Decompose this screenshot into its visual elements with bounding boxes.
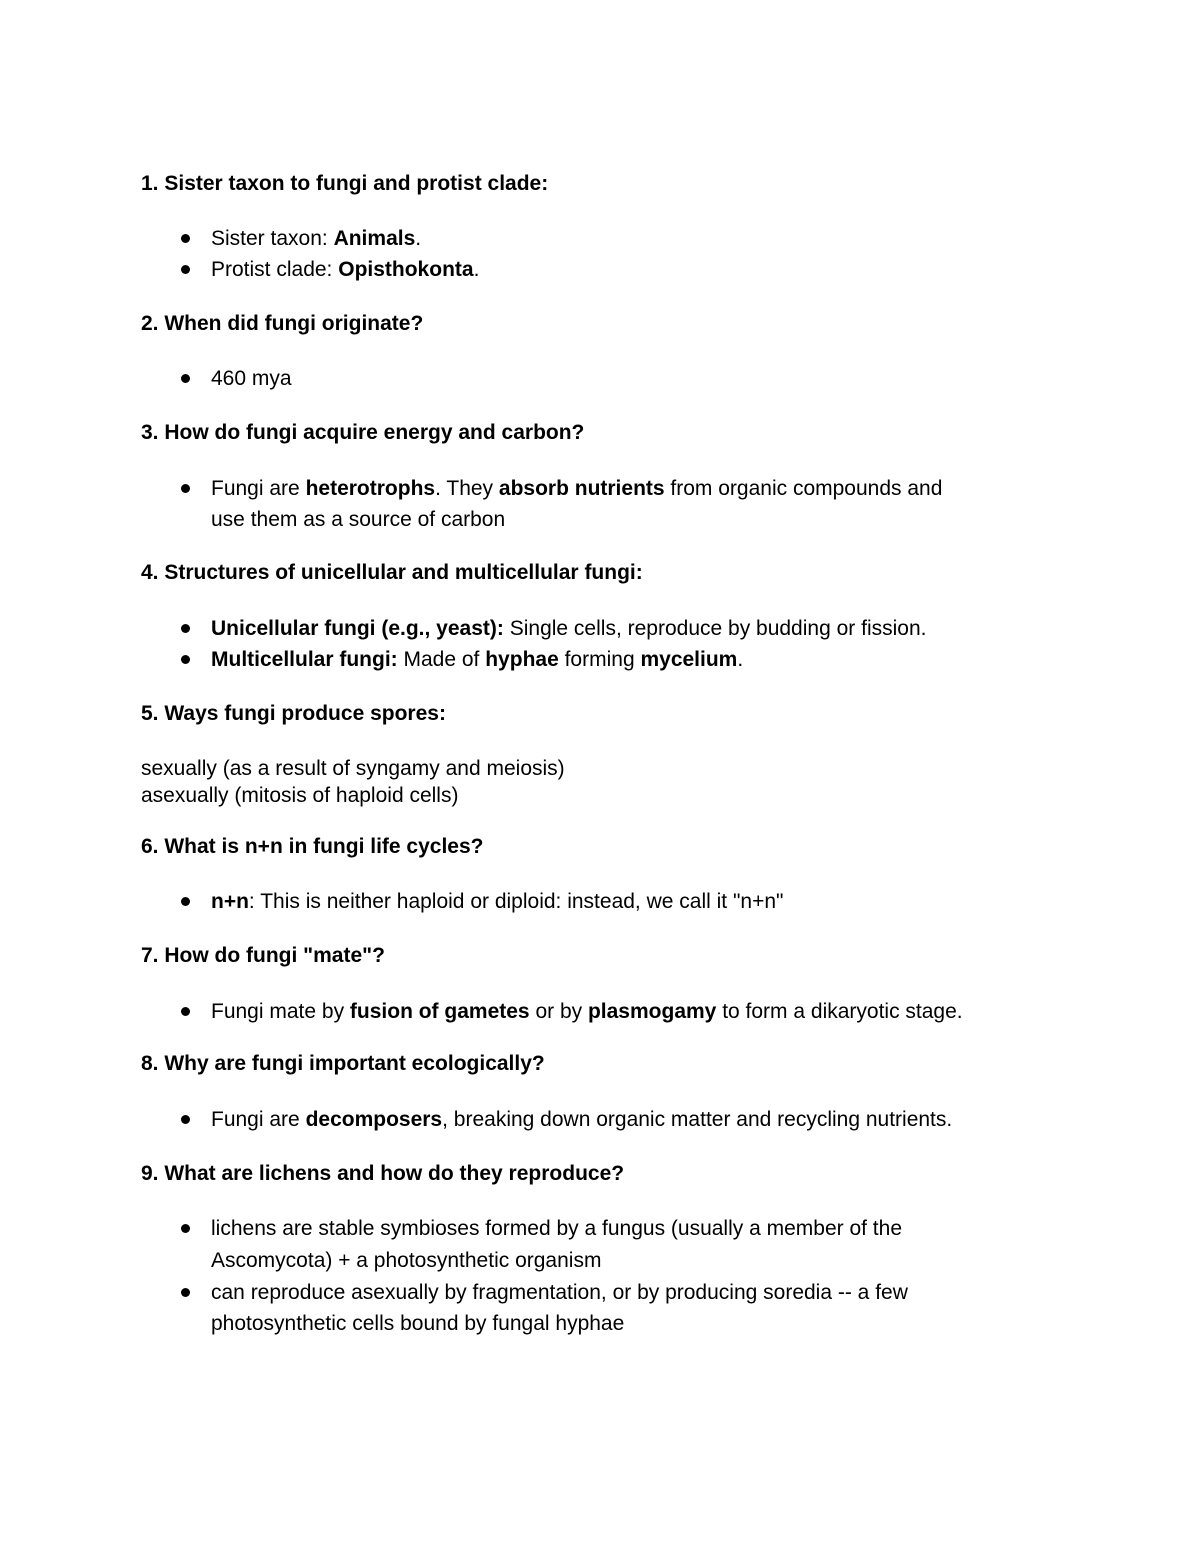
bold-text: Opisthokonta — [338, 258, 474, 281]
text: Single cells, reproduce by budding or fission. — [503, 617, 927, 640]
text: . — [415, 227, 422, 250]
bullet-dot — [181, 484, 190, 493]
text: Fungi are — [211, 477, 306, 500]
bullet-dot — [181, 234, 190, 243]
text: . — [473, 258, 480, 281]
text: , breaking down organic matter and recycling nutrients. — [442, 1108, 953, 1131]
bullet-dot — [181, 897, 190, 906]
bold-text: hyphae — [485, 648, 559, 671]
bold-text: plasmogamy — [587, 1000, 717, 1023]
text: or by — [529, 1000, 588, 1023]
bold-text: Animals — [333, 227, 416, 250]
bold-text: Multicellular fungi: — [211, 648, 398, 671]
bold-text: mycelium — [640, 648, 738, 671]
text: forming — [558, 648, 641, 671]
q9-bullet-1-line-2: Ascomycota) + a photosynthetic organism — [211, 1249, 602, 1272]
question-5-heading: 5. Ways fungi produce spores: — [141, 702, 446, 725]
question-8-heading: 8. Why are fungi important ecologically? — [141, 1052, 545, 1075]
bullet-dot — [181, 374, 190, 383]
q4-bullet-2 — [211, 644, 743, 675]
bold-text: decomposers — [305, 1108, 443, 1131]
q1-bullet-2 — [211, 254, 479, 285]
question-1-heading: 1. Sister taxon to fungi and protist clade: — [141, 172, 549, 195]
bullet-dot — [181, 1007, 190, 1016]
q8-bullet-1 — [211, 1104, 952, 1135]
question-4-heading: 4. Structures of unicellular and multicellular fungi: — [141, 561, 643, 584]
q9-bullet-2: can reproduce asexually by fragmentation, or by producing soredia -- a few — [211, 1281, 908, 1304]
text: Fungi are — [211, 1108, 306, 1131]
bullet-dot — [181, 1115, 190, 1124]
q6-bullet-1 — [211, 886, 784, 917]
bold-text: absorb nutrients — [498, 477, 665, 500]
q9-bullet-2-line-2: photosynthetic cells bound by fungal hyphae — [211, 1312, 625, 1335]
bullet-dot — [181, 655, 190, 664]
bullet-dot — [181, 265, 190, 274]
q4-bullet-1 — [211, 613, 926, 644]
q7-bullet-1 — [211, 996, 963, 1027]
q5-line-2: asexually (mitosis of haploid cells) — [141, 784, 459, 807]
text: . — [737, 648, 744, 671]
bold-text: fusion of gametes — [349, 1000, 530, 1023]
question-6-heading: 6. What is n+n in fungi life cycles? — [141, 835, 484, 858]
question-3-heading: 3. How do fungi acquire energy and carbon? — [141, 421, 585, 444]
text: from organic compounds and — [664, 477, 943, 500]
bullet-dot — [181, 1288, 190, 1297]
text: : This is neither haploid or diploid: instead, we call it "n+n" — [248, 890, 784, 913]
text: Sister taxon: — [211, 227, 334, 250]
bullet-dot — [181, 624, 190, 633]
text: Fungi mate by — [211, 1000, 350, 1023]
question-7-heading: 7. How do fungi "mate"? — [141, 944, 385, 967]
bold-text: heterotrophs — [305, 477, 436, 500]
q3-bullet-1-line-2: use them as a source of carbon — [211, 508, 506, 531]
text: Protist clade: — [211, 258, 339, 281]
q3-bullet-1 — [211, 473, 942, 504]
question-2-heading: 2. When did fungi originate? — [141, 312, 424, 335]
bold-text: n+n — [211, 890, 249, 913]
q2-bullet-1 — [211, 363, 292, 394]
text: to form a dikaryotic stage. — [716, 1000, 963, 1023]
text: . They — [435, 477, 499, 500]
q1-bullet-1 — [211, 223, 421, 254]
text: 460 mya — [211, 367, 292, 390]
q9-bullet-1: lichens are stable symbioses formed by a fungus (usually a member of the — [211, 1217, 903, 1240]
q5-line-1: sexually (as a result of syngamy and meiosis) — [141, 757, 565, 780]
bold-text: Unicellular fungi (e.g., yeast): — [211, 617, 504, 640]
text: Made of — [397, 648, 486, 671]
question-9-heading: 9. What are lichens and how do they reproduce? — [141, 1162, 625, 1185]
bullet-dot — [181, 1224, 190, 1233]
